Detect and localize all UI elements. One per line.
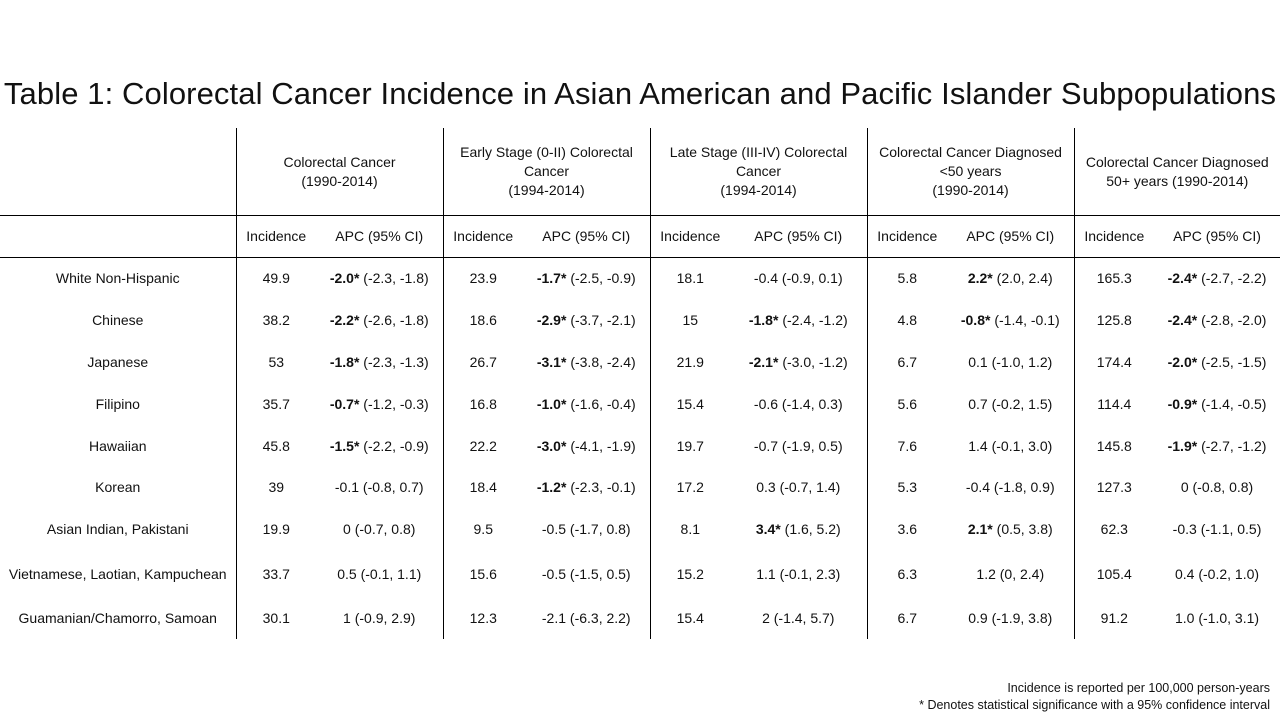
apc-value: 0.3 [756, 479, 776, 496]
apc-cell [316, 467, 443, 509]
apc-value: -2.9* [536, 312, 567, 329]
apc-ci: (-2.6, -1.8) [363, 312, 429, 329]
apc-cell [730, 383, 867, 425]
apc-cell [523, 425, 650, 467]
incidence-cell: 15.2 [650, 551, 730, 598]
apc-value: -0.9* [1167, 395, 1198, 412]
apc-ci: (-2.7, -2.2) [1201, 270, 1267, 287]
apc-value: -1.8* [329, 353, 360, 370]
table-row [0, 342, 1280, 384]
apc-ci: (-1.4, -0.1) [994, 312, 1060, 329]
apc-ci: (-0.2, 1.0) [1198, 565, 1260, 582]
apc-ci: (-0.7, 1.4) [779, 479, 841, 496]
apc-ci: (-1.4, 0.3) [781, 395, 843, 412]
apc-ci: (-1.8, 0.9) [993, 479, 1055, 496]
apc-cell [730, 509, 867, 551]
incidence-cell: 19.9 [236, 509, 316, 551]
apc-value: 0.4 [1175, 565, 1195, 582]
apc-value: 1.2 [976, 565, 996, 582]
row-label: Guamanian/Chamorro, Samoan [18, 609, 217, 626]
apc-cell [316, 509, 443, 551]
incidence-cell: 174.4 [1074, 342, 1154, 384]
incidence-cell: 49.9 [236, 258, 316, 300]
apc-value: 1.4 [968, 437, 988, 454]
apc-cell [316, 383, 443, 425]
apc-value: -0.4 [753, 270, 779, 287]
apc-value: -1.8* [748, 312, 779, 329]
incidence-cell: 127.3 [1074, 467, 1154, 509]
apc-cell [523, 509, 650, 551]
incidence-cell: 19.7 [650, 425, 730, 467]
apc-cell [947, 598, 1074, 640]
incidence-cell: 4.8 [867, 300, 947, 342]
apc-ci: (-2.2, -0.9) [363, 437, 429, 454]
col-header-incidence: Incidence [236, 216, 316, 258]
apc-ci: (-0.2, 1.5) [991, 395, 1053, 412]
apc-ci: (-1.0, 1.2) [991, 353, 1053, 370]
sub-header-row [0, 216, 1280, 258]
apc-ci: (-2.3, -0.1) [570, 479, 636, 496]
apc-ci: (-2.5, -0.9) [570, 270, 636, 287]
apc-ci: (-2.5, -1.5) [1201, 353, 1267, 370]
apc-value: -0.6 [753, 395, 779, 412]
apc-cell [947, 551, 1074, 598]
incidence-cell: 45.8 [236, 425, 316, 467]
apc-cell [730, 551, 867, 598]
apc-cell [1154, 509, 1280, 551]
apc-value: -2.0* [329, 270, 360, 287]
incidence-cell: 18.1 [650, 258, 730, 300]
col-header-apc: APC (95% CI) [316, 216, 443, 258]
incidence-cell: 8.1 [650, 509, 730, 551]
group-header-early-stage: Early Stage (0-II) Colorectal Cancer (1994-2014) [443, 128, 650, 216]
apc-ci: (-0.8, 0.8) [1192, 479, 1254, 496]
group-header-crc: Colorectal Cancer (1990-2014) [236, 128, 443, 216]
incidence-cell: 6.7 [867, 598, 947, 640]
apc-ci: (-6.3, 2.2) [569, 609, 631, 626]
incidence-cell: 53 [236, 342, 316, 384]
apc-ci: (-0.9, 0.1) [781, 270, 843, 287]
apc-ci: (-3.8, -2.4) [570, 353, 636, 370]
apc-ci: (-0.1, 2.3) [779, 565, 841, 582]
footnotes [919, 680, 1270, 714]
apc-value: 0.5 [337, 565, 357, 582]
incidence-table [0, 128, 1280, 639]
apc-value: -0.7* [329, 395, 360, 412]
incidence-cell: 15.6 [443, 551, 523, 598]
row-label: Asian Indian, Pakistani [46, 521, 189, 538]
apc-value: -2.4* [1167, 312, 1198, 329]
incidence-cell: 15.4 [650, 598, 730, 640]
table-row [0, 258, 1280, 300]
apc-cell [730, 425, 867, 467]
incidence-cell: 21.9 [650, 342, 730, 384]
footnote-significance: * Denotes statistical significance with a 95% confidence interval [919, 698, 1270, 712]
apc-value: 1 [343, 609, 351, 626]
apc-cell [730, 258, 867, 300]
apc-value: 0 [343, 521, 351, 538]
apc-ci: (-1.7, 0.8) [569, 521, 631, 538]
apc-cell [947, 425, 1074, 467]
apc-ci: (-2.8, -2.0) [1201, 312, 1267, 329]
apc-ci: (-1.0, 3.1) [1198, 609, 1260, 626]
apc-ci: (-3.0, -1.2) [782, 353, 848, 370]
apc-cell [730, 300, 867, 342]
apc-value: -2.2* [329, 312, 360, 329]
apc-ci: (1.6, 5.2) [784, 521, 841, 538]
apc-ci: (-0.7, 0.8) [354, 521, 416, 538]
apc-ci: (-3.7, -2.1) [570, 312, 636, 329]
apc-value: 0.1 [968, 353, 988, 370]
incidence-cell: 18.6 [443, 300, 523, 342]
incidence-cell: 33.7 [236, 551, 316, 598]
table-row [0, 467, 1280, 509]
apc-ci: (-1.1, 0.5) [1200, 521, 1262, 538]
apc-value: -0.3 [1172, 521, 1197, 538]
group-header-row [0, 128, 1280, 216]
group-header-50-plus: Colorectal Cancer Diagnosed 50+ years (1990-2014) [1074, 128, 1280, 216]
col-header-incidence: Incidence [443, 216, 523, 258]
incidence-cell: 30.1 [236, 598, 316, 640]
group-header-under-50: Colorectal Cancer Diagnosed <50 years (1990-2014) [867, 128, 1074, 216]
apc-value: -2.0* [1167, 353, 1198, 370]
apc-cell [316, 258, 443, 300]
incidence-cell: 5.3 [867, 467, 947, 509]
apc-ci: (-4.1, -1.9) [570, 437, 636, 454]
apc-ci: (0, 2.4) [999, 565, 1045, 582]
incidence-cell: 6.3 [867, 551, 947, 598]
row-label: Japanese [87, 353, 149, 370]
incidence-cell: 9.5 [443, 509, 523, 551]
apc-ci: (-1.9, 3.8) [991, 609, 1053, 626]
row-label: Filipino [95, 395, 140, 412]
apc-cell [1154, 258, 1280, 300]
incidence-cell: 17.2 [650, 467, 730, 509]
apc-value: -2.1* [748, 353, 779, 370]
apc-cell [523, 300, 650, 342]
incidence-cell: 105.4 [1074, 551, 1154, 598]
apc-value: 1.0 [1175, 609, 1195, 626]
footnote-incidence-units: Incidence is reported per 100,000 person-years [1007, 681, 1270, 695]
apc-value: -1.7* [536, 270, 567, 287]
group-header-late-stage: Late Stage (III-IV) Colorectal Cancer (1994-2014) [650, 128, 867, 216]
incidence-cell: 114.4 [1074, 383, 1154, 425]
apc-cell [523, 467, 650, 509]
row-label-header [0, 128, 236, 216]
col-header-incidence: Incidence [650, 216, 730, 258]
apc-cell [947, 258, 1074, 300]
apc-ci: (-1.4, 5.7) [773, 609, 835, 626]
apc-ci: (-1.2, -0.3) [363, 395, 429, 412]
incidence-cell: 165.3 [1074, 258, 1154, 300]
incidence-cell: 5.6 [867, 383, 947, 425]
row-label: Hawaiian [88, 437, 147, 454]
row-label: White Non-Hispanic [55, 270, 180, 287]
table-row [0, 425, 1280, 467]
col-header-apc: APC (95% CI) [523, 216, 650, 258]
col-header-apc: APC (95% CI) [1154, 216, 1280, 258]
apc-ci: (-1.5, 0.5) [569, 565, 631, 582]
apc-ci: (-2.7, -1.2) [1201, 437, 1267, 454]
apc-value: -3.1* [536, 353, 567, 370]
incidence-cell: 22.2 [443, 425, 523, 467]
table-row [0, 598, 1280, 640]
incidence-cell: 26.7 [443, 342, 523, 384]
incidence-cell: 15.4 [650, 383, 730, 425]
apc-ci: (-2.3, -1.8) [363, 270, 429, 287]
incidence-cell: 62.3 [1074, 509, 1154, 551]
apc-ci: (0.5, 3.8) [996, 521, 1053, 538]
apc-value: 0 [1180, 479, 1189, 496]
apc-cell [1154, 425, 1280, 467]
table-row [0, 383, 1280, 425]
apc-cell [316, 598, 443, 640]
apc-value: -0.4 [965, 479, 991, 496]
incidence-cell: 145.8 [1074, 425, 1154, 467]
apc-cell [1154, 383, 1280, 425]
col-header-apc: APC (95% CI) [730, 216, 867, 258]
apc-ci: (-1.6, -0.4) [570, 395, 636, 412]
apc-ci: (-2.4, -1.2) [782, 312, 848, 329]
apc-cell [1154, 467, 1280, 509]
apc-value: -0.7 [753, 437, 779, 454]
apc-cell [523, 342, 650, 384]
apc-cell [523, 551, 650, 598]
apc-ci: (-0.1, 3.0) [991, 437, 1053, 454]
apc-cell [1154, 598, 1280, 640]
apc-cell [1154, 342, 1280, 384]
apc-cell [947, 509, 1074, 551]
col-header-incidence: Incidence [1074, 216, 1154, 258]
apc-cell [1154, 551, 1280, 598]
apc-ci: (-0.1, 1.1) [360, 565, 422, 582]
incidence-cell: 7.6 [867, 425, 947, 467]
apc-cell [730, 598, 867, 640]
apc-value: -3.0* [536, 437, 567, 454]
apc-ci: (2.0, 2.4) [996, 270, 1053, 287]
apc-cell [947, 467, 1074, 509]
apc-value: 0.9 [968, 609, 988, 626]
apc-value: -1.5* [329, 437, 360, 454]
row-label: Korean [95, 479, 141, 496]
apc-value: 2.2* [967, 270, 993, 287]
apc-cell [316, 551, 443, 598]
apc-cell [730, 342, 867, 384]
apc-value: -0.8* [960, 312, 991, 329]
apc-value: 3.4* [755, 521, 781, 538]
incidence-cell: 12.3 [443, 598, 523, 640]
apc-value: -0.5 [541, 565, 567, 582]
apc-value: -0.5 [541, 521, 567, 538]
incidence-cell: 38.2 [236, 300, 316, 342]
apc-value: -0.1 [334, 479, 360, 496]
col-header-incidence: Incidence [867, 216, 947, 258]
incidence-cell: 23.9 [443, 258, 523, 300]
apc-value: -2.1 [541, 609, 567, 626]
incidence-cell: 3.6 [867, 509, 947, 551]
apc-value: 0.7 [968, 395, 988, 412]
apc-cell [316, 425, 443, 467]
row-label: Chinese [92, 312, 144, 329]
incidence-cell: 6.7 [867, 342, 947, 384]
incidence-cell: 39 [236, 467, 316, 509]
apc-ci: (-2.3, -1.3) [363, 353, 429, 370]
incidence-cell: 35.7 [236, 383, 316, 425]
apc-cell [316, 300, 443, 342]
apc-value: 2 [762, 609, 770, 626]
apc-cell [523, 383, 650, 425]
apc-ci: (-0.9, 2.9) [354, 609, 416, 626]
apc-value: -1.2* [536, 479, 567, 496]
col-header-apc: APC (95% CI) [947, 216, 1074, 258]
incidence-cell: 91.2 [1074, 598, 1154, 640]
apc-ci: (-1.4, -0.5) [1201, 395, 1267, 412]
row-label-subheader [0, 216, 236, 258]
incidence-cell: 5.8 [867, 258, 947, 300]
table-row [0, 300, 1280, 342]
apc-value: 2.1* [967, 521, 993, 538]
apc-value: -1.0* [536, 395, 567, 412]
apc-cell [947, 342, 1074, 384]
table-row [0, 551, 1280, 598]
table-row [0, 509, 1280, 551]
apc-cell [947, 383, 1074, 425]
table-title: Table 1: Colorectal Cancer Incidence in Asian American and Pacific Islander Subpopulations [3, 76, 1277, 111]
apc-ci: (-1.9, 0.5) [781, 437, 843, 454]
apc-value: 1.1 [756, 565, 776, 582]
apc-cell [523, 598, 650, 640]
apc-value: -1.9* [1167, 437, 1198, 454]
incidence-cell: 125.8 [1074, 300, 1154, 342]
apc-value: -2.4* [1167, 270, 1198, 287]
row-label: Vietnamese, Laotian, Kampuchean [8, 565, 227, 582]
apc-cell [316, 342, 443, 384]
incidence-cell: 16.8 [443, 383, 523, 425]
apc-ci: (-0.8, 0.7) [362, 479, 424, 496]
table-body [0, 258, 1280, 640]
apc-cell [1154, 300, 1280, 342]
apc-cell [730, 467, 867, 509]
incidence-cell: 15 [650, 300, 730, 342]
incidence-cell: 18.4 [443, 467, 523, 509]
apc-cell [947, 300, 1074, 342]
apc-cell [523, 258, 650, 300]
